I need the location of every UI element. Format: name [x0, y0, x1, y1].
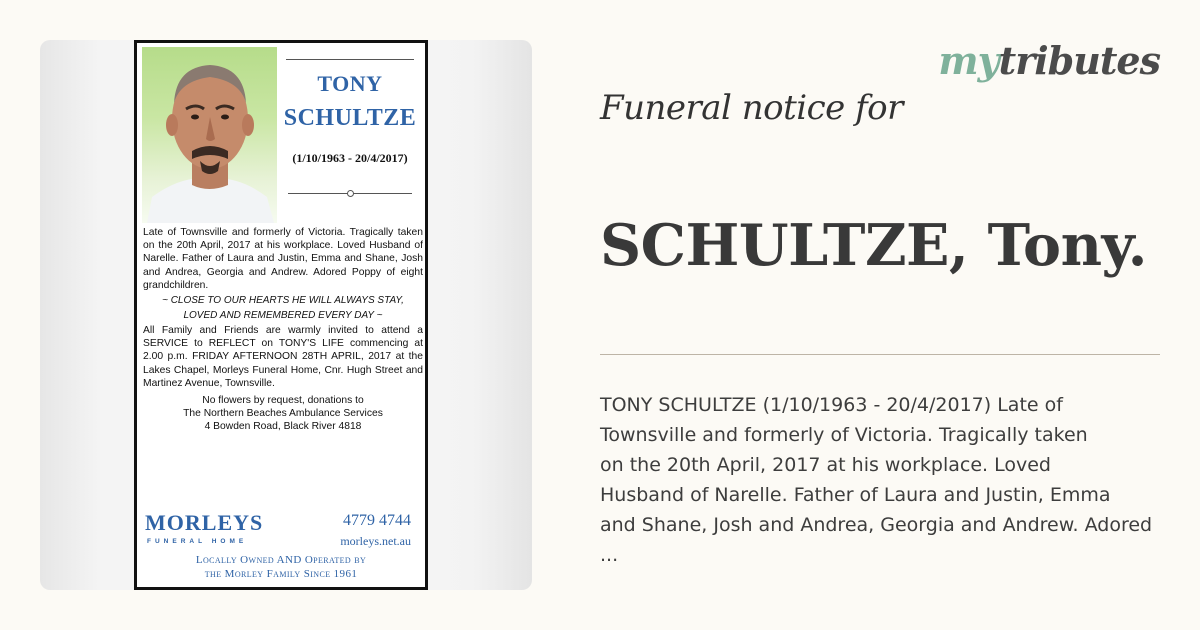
excerpt-line: and Shane, Josh and Andrea, Georgia and Andrew. Adored — [600, 514, 1153, 536]
funeral-home-subtitle: FUNERAL HOME — [147, 538, 248, 545]
page-title: SCHULTZE, Tony. — [600, 212, 1147, 279]
notice-first-name: TONY — [317, 71, 383, 96]
verse-line-1: ~ CLOSE TO OUR HEARTS HE WILL ALWAYS STAY, — [162, 295, 404, 307]
deceased-portrait-photo — [142, 47, 277, 223]
notice-excerpt — [600, 390, 1198, 570]
title-separator — [600, 354, 1160, 355]
notice-dates: (1/10/1963 - 20/4/2017) — [292, 151, 408, 165]
tagline-line-2: the Morley Family Since 1961 — [204, 568, 358, 580]
funeral-home-phone: 4779 4744 — [343, 512, 411, 529]
ornamental-divider — [288, 188, 412, 198]
portrait-illustration — [142, 47, 277, 223]
notice-flowers-1: No flowers by request, donations to — [202, 395, 364, 407]
funeral-home-brand — [145, 508, 417, 548]
notice-body — [143, 226, 423, 434]
notice-last-name: SCHULTZE — [283, 105, 417, 131]
top-rule — [286, 59, 414, 60]
excerpt-line: Husband of Narelle. Father of Laura and Justin, Emma — [600, 484, 1111, 506]
funeral-home-website: morleys.net.au — [340, 534, 411, 548]
notice-flowers-3: 4 Bowden Road, Black River 4818 — [204, 421, 362, 433]
mytributes-logo[interactable] — [938, 38, 1160, 83]
notice-paragraph-1: Late of Townsville and formerly of Victoria. Tragically taken on the 20th April, 2017 at his workplace. Loved Husband of Narelle. Father of Laura and Justin, Emma and Shane, Josh and Andrea, Georgia and Andrew. Adored Poppy of eight grandchildren. — [143, 227, 423, 291]
excerpt-line: Townsville and formerly of Victoria. Tragically taken — [600, 424, 1088, 446]
excerpt-line: on the 20th April, 2017 at his workplace. Loved — [600, 454, 1051, 476]
funeral-home-name: MORLEYS — [145, 510, 264, 535]
notice-flowers-2: The Northern Beaches Ambulance Services — [183, 408, 383, 420]
divider-dot — [347, 190, 354, 197]
excerpt-line: TONY SCHULTZE (1/10/1963 - 20/4/2017) Late of — [600, 394, 1063, 416]
notice-name-block — [280, 51, 420, 199]
notice-image-panel — [40, 40, 532, 590]
verse-line-2: LOVED AND REMEMBERED EVERY DAY ~ — [183, 310, 383, 322]
page-intro: Funeral notice for — [600, 88, 903, 128]
funeral-notice-clipping — [134, 40, 428, 590]
logo-tributes-text: tributes — [998, 38, 1160, 83]
notice-paragraph-2: All Family and Friends are warmly invited to attend a SERVICE to REFLECT on TONY'S LIFE commencing at 2.00 p.m. FRIDAY AFTERNOON 28TH APRIL, 2017 at the Lakes Chapel, Morleys Funeral Home, Cnr. Hugh Street and Martinez Avenue, Townsville. — [143, 325, 423, 389]
tagline-line-1: Locally Owned AND Operated by — [195, 554, 367, 566]
notice-verse — [143, 293, 423, 323]
logo-my-text: my — [938, 38, 999, 83]
excerpt-ellipsis: ... — [600, 544, 619, 566]
funeral-home-tagline — [137, 553, 425, 581]
